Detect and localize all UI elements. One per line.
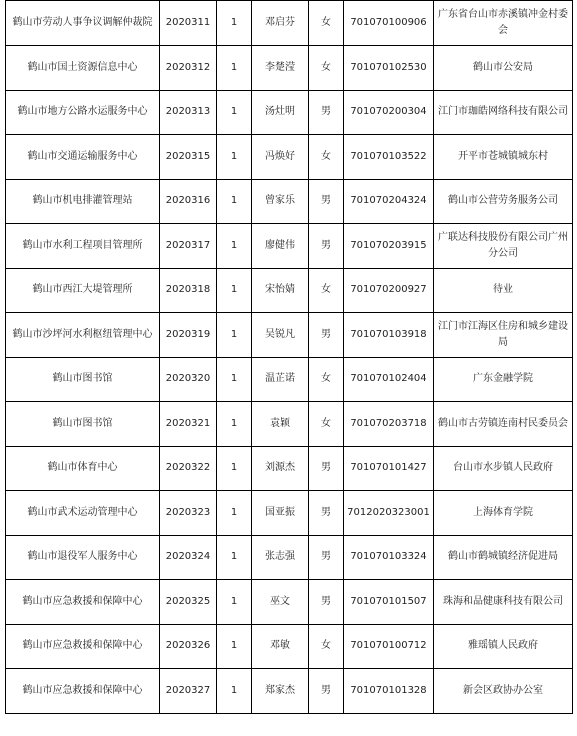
unit-cell: 鹤山市水利工程项目管理所 [6,224,160,269]
count-cell: 1 [217,135,252,180]
count-cell: 1 [217,491,252,536]
count-cell: 1 [217,402,252,447]
gender-cell: 女 [309,402,344,447]
results-table [5,0,573,714]
employer-cell: 江门市珈皓网络科技有限公司 [434,90,573,135]
exam-number-cell: 701070203718 [344,402,434,447]
unit-cell: 鹤山市地方公路水运服务中心 [6,90,160,135]
unit-cell: 鹤山市退役军人服务中心 [6,535,160,580]
employer-cell: 待业 [434,268,573,313]
table-row [6,402,573,447]
exam-number-cell: 701070103918 [344,313,434,358]
name-cell: 刘源杰 [252,446,309,491]
gender-cell: 女 [309,624,344,669]
unit-cell: 鹤山市图书馆 [6,402,160,447]
name-cell: 李楚滢 [252,46,309,91]
exam-number-cell: 701070100906 [344,1,434,46]
exam-number-cell: 701070102404 [344,357,434,402]
unit-cell: 鹤山市应急救援和保障中心 [6,669,160,714]
count-cell: 1 [217,90,252,135]
name-cell: 郑家杰 [252,669,309,714]
exam-number-cell: 701070101328 [344,669,434,714]
name-cell: 邓启芬 [252,1,309,46]
results-table-body [6,1,573,714]
table-row [6,224,573,269]
count-cell: 1 [217,535,252,580]
name-cell: 曾家乐 [252,179,309,224]
post-code-cell: 2020312 [160,46,217,91]
post-code-cell: 2020323 [160,491,217,536]
post-code-cell: 2020325 [160,580,217,625]
table-row [6,669,573,714]
table-row [6,580,573,625]
gender-cell: 男 [309,224,344,269]
name-cell: 国亚振 [252,491,309,536]
table-row [6,357,573,402]
gender-cell: 女 [309,135,344,180]
name-cell: 袁颖 [252,402,309,447]
table-row [6,268,573,313]
unit-cell: 鹤山市沙坪河水利枢纽管理中心 [6,313,160,358]
table-row [6,46,573,91]
employer-cell: 珠海和品健康科技有限公司 [434,580,573,625]
name-cell: 巫文 [252,580,309,625]
exam-number-cell: 701070102530 [344,46,434,91]
count-cell: 1 [217,446,252,491]
table-row [6,535,573,580]
post-code-cell: 2020322 [160,446,217,491]
employer-cell: 台山市水步镇人民政府 [434,446,573,491]
count-cell: 1 [217,624,252,669]
gender-cell: 女 [309,1,344,46]
unit-cell: 鹤山市应急救援和保障中心 [6,580,160,625]
post-code-cell: 2020313 [160,90,217,135]
employer-cell: 鹤山市公营劳务服务公司 [434,179,573,224]
name-cell: 温芷诺 [252,357,309,402]
count-cell: 1 [217,580,252,625]
post-code-cell: 2020316 [160,179,217,224]
post-code-cell: 2020315 [160,135,217,180]
employer-cell: 鹤山市公安局 [434,46,573,91]
post-code-cell: 2020324 [160,535,217,580]
employer-cell: 鹤山市古劳镇连南村民委员会 [434,402,573,447]
table-row [6,135,573,180]
unit-cell: 鹤山市机电排灌管理站 [6,179,160,224]
gender-cell: 男 [309,313,344,358]
gender-cell: 男 [309,580,344,625]
exam-number-cell: 701070203915 [344,224,434,269]
count-cell: 1 [217,1,252,46]
unit-cell: 鹤山市图书馆 [6,357,160,402]
table-row [6,491,573,536]
unit-cell: 鹤山市交通运输服务中心 [6,135,160,180]
count-cell: 1 [217,268,252,313]
count-cell: 1 [217,224,252,269]
name-cell: 张志强 [252,535,309,580]
post-code-cell: 2020327 [160,669,217,714]
exam-number-cell: 701070200927 [344,268,434,313]
name-cell: 冯焕好 [252,135,309,180]
name-cell: 宋怡婧 [252,268,309,313]
employer-cell: 广联达科技股份有限公司广州分公司 [434,224,573,269]
exam-number-cell: 701070100712 [344,624,434,669]
table-row [6,90,573,135]
gender-cell: 女 [309,46,344,91]
unit-cell: 鹤山市劳动人事争议调解仲裁院 [6,1,160,46]
post-code-cell: 2020317 [160,224,217,269]
count-cell: 1 [217,46,252,91]
post-code-cell: 2020326 [160,624,217,669]
exam-number-cell: 701070101507 [344,580,434,625]
exam-number-cell: 7012020323001 [344,491,434,536]
employer-cell: 鹤山市鹤城镇经济促进局 [434,535,573,580]
table-row [6,624,573,669]
gender-cell: 男 [309,535,344,580]
count-cell: 1 [217,313,252,358]
gender-cell: 女 [309,357,344,402]
unit-cell: 鹤山市体育中心 [6,446,160,491]
table-row [6,1,573,46]
employer-cell: 广东金融学院 [434,357,573,402]
gender-cell: 男 [309,446,344,491]
exam-number-cell: 701070103522 [344,135,434,180]
post-code-cell: 2020319 [160,313,217,358]
gender-cell: 男 [309,179,344,224]
count-cell: 1 [217,669,252,714]
employer-cell: 广东省台山市赤溪镇冲金村委会 [434,1,573,46]
table-row [6,446,573,491]
post-code-cell: 2020318 [160,268,217,313]
gender-cell: 男 [309,491,344,536]
gender-cell: 男 [309,669,344,714]
name-cell: 汤灶明 [252,90,309,135]
employer-cell: 江门市江海区住房和城乡建设局 [434,313,573,358]
name-cell: 廖健伟 [252,224,309,269]
post-code-cell: 2020311 [160,1,217,46]
unit-cell: 鹤山市武术运动管理中心 [6,491,160,536]
exam-number-cell: 701070101427 [344,446,434,491]
post-code-cell: 2020321 [160,402,217,447]
employer-cell: 上海体育学院 [434,491,573,536]
employer-cell: 开平市苍城镇城东村 [434,135,573,180]
gender-cell: 男 [309,90,344,135]
name-cell: 邓敏 [252,624,309,669]
count-cell: 1 [217,179,252,224]
employer-cell: 新会区政协办公室 [434,669,573,714]
exam-number-cell: 701070200304 [344,90,434,135]
unit-cell: 鹤山市国土资源信息中心 [6,46,160,91]
unit-cell: 鹤山市应急救援和保障中心 [6,624,160,669]
table-row [6,179,573,224]
table-row [6,313,573,358]
post-code-cell: 2020320 [160,357,217,402]
count-cell: 1 [217,357,252,402]
name-cell: 吴锐凡 [252,313,309,358]
exam-number-cell: 701070103324 [344,535,434,580]
gender-cell: 女 [309,268,344,313]
exam-number-cell: 701070204324 [344,179,434,224]
unit-cell: 鹤山市西江大堤管理所 [6,268,160,313]
employer-cell: 雅瑶镇人民政府 [434,624,573,669]
